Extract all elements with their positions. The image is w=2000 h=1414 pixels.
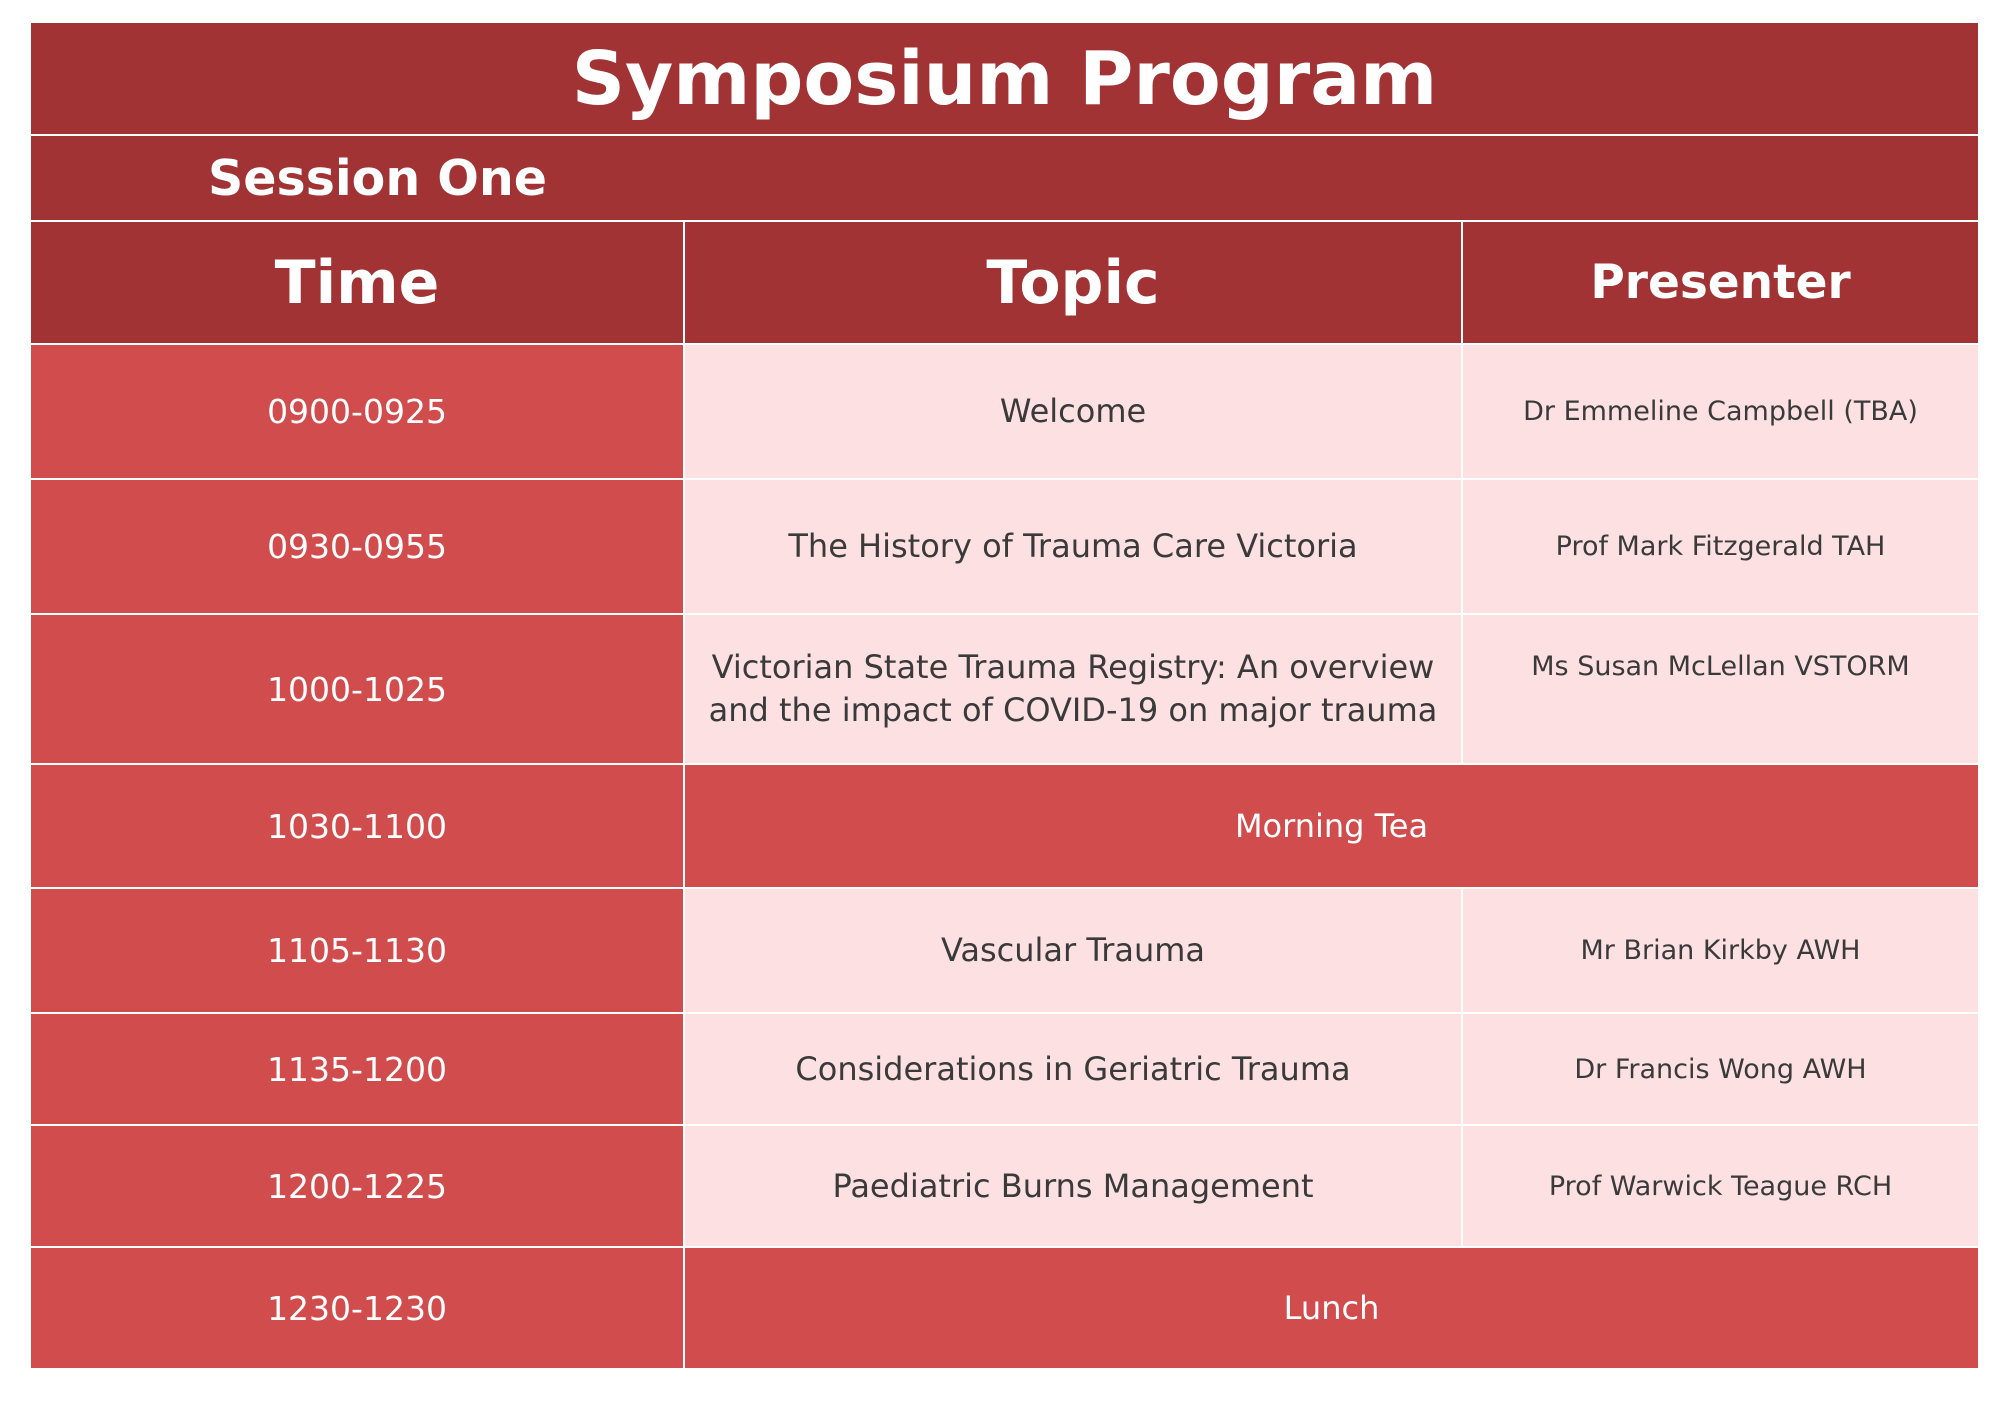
column-header-topic: Topic [685, 222, 1463, 345]
time-cell: 1030-1100 [31, 765, 685, 889]
time-cell: 1135-1200 [31, 1014, 685, 1126]
break-cell-lunch: Lunch [685, 1248, 1978, 1368]
topic-cell: Paediatric Burns Management [685, 1126, 1463, 1248]
presenter-cell: Prof Mark Fitzgerald TAH [1463, 480, 1978, 615]
topic-cell: Considerations in Geriatric Trauma [685, 1014, 1463, 1126]
time-cell: 0900-0925 [31, 345, 685, 480]
topic-cell: The History of Trauma Care Victoria [685, 480, 1463, 615]
time-cell: 1230-1230 [31, 1248, 685, 1368]
presenter-cell: Mr Brian Kirkby AWH [1463, 889, 1978, 1014]
presenter-cell: Dr Francis Wong AWH [1463, 1014, 1978, 1126]
topic-cell: Vascular Trauma [685, 889, 1463, 1014]
presenter-cell: Dr Emmeline Campbell (TBA) [1463, 345, 1978, 480]
session-heading: Session One [31, 136, 1978, 222]
time-cell: 1105-1130 [31, 889, 685, 1014]
program-table [31, 23, 1978, 1368]
column-header-time: Time [31, 222, 685, 345]
time-cell: 0930-0955 [31, 480, 685, 615]
time-cell: 1000-1025 [31, 615, 685, 765]
page-title: Symposium Program [31, 23, 1978, 136]
topic-cell: Victorian State Trauma Registry: An overview and the impact of COVID-19 on major trauma [685, 615, 1463, 765]
column-header-presenter: Presenter [1463, 222, 1978, 345]
presenter-cell: Prof Warwick Teague RCH [1463, 1126, 1978, 1248]
break-cell-morning-tea: Morning Tea [685, 765, 1978, 889]
presenter-cell: Ms Susan McLellan VSTORM [1463, 615, 1978, 765]
topic-cell: Welcome [685, 345, 1463, 480]
time-cell: 1200-1225 [31, 1126, 685, 1248]
